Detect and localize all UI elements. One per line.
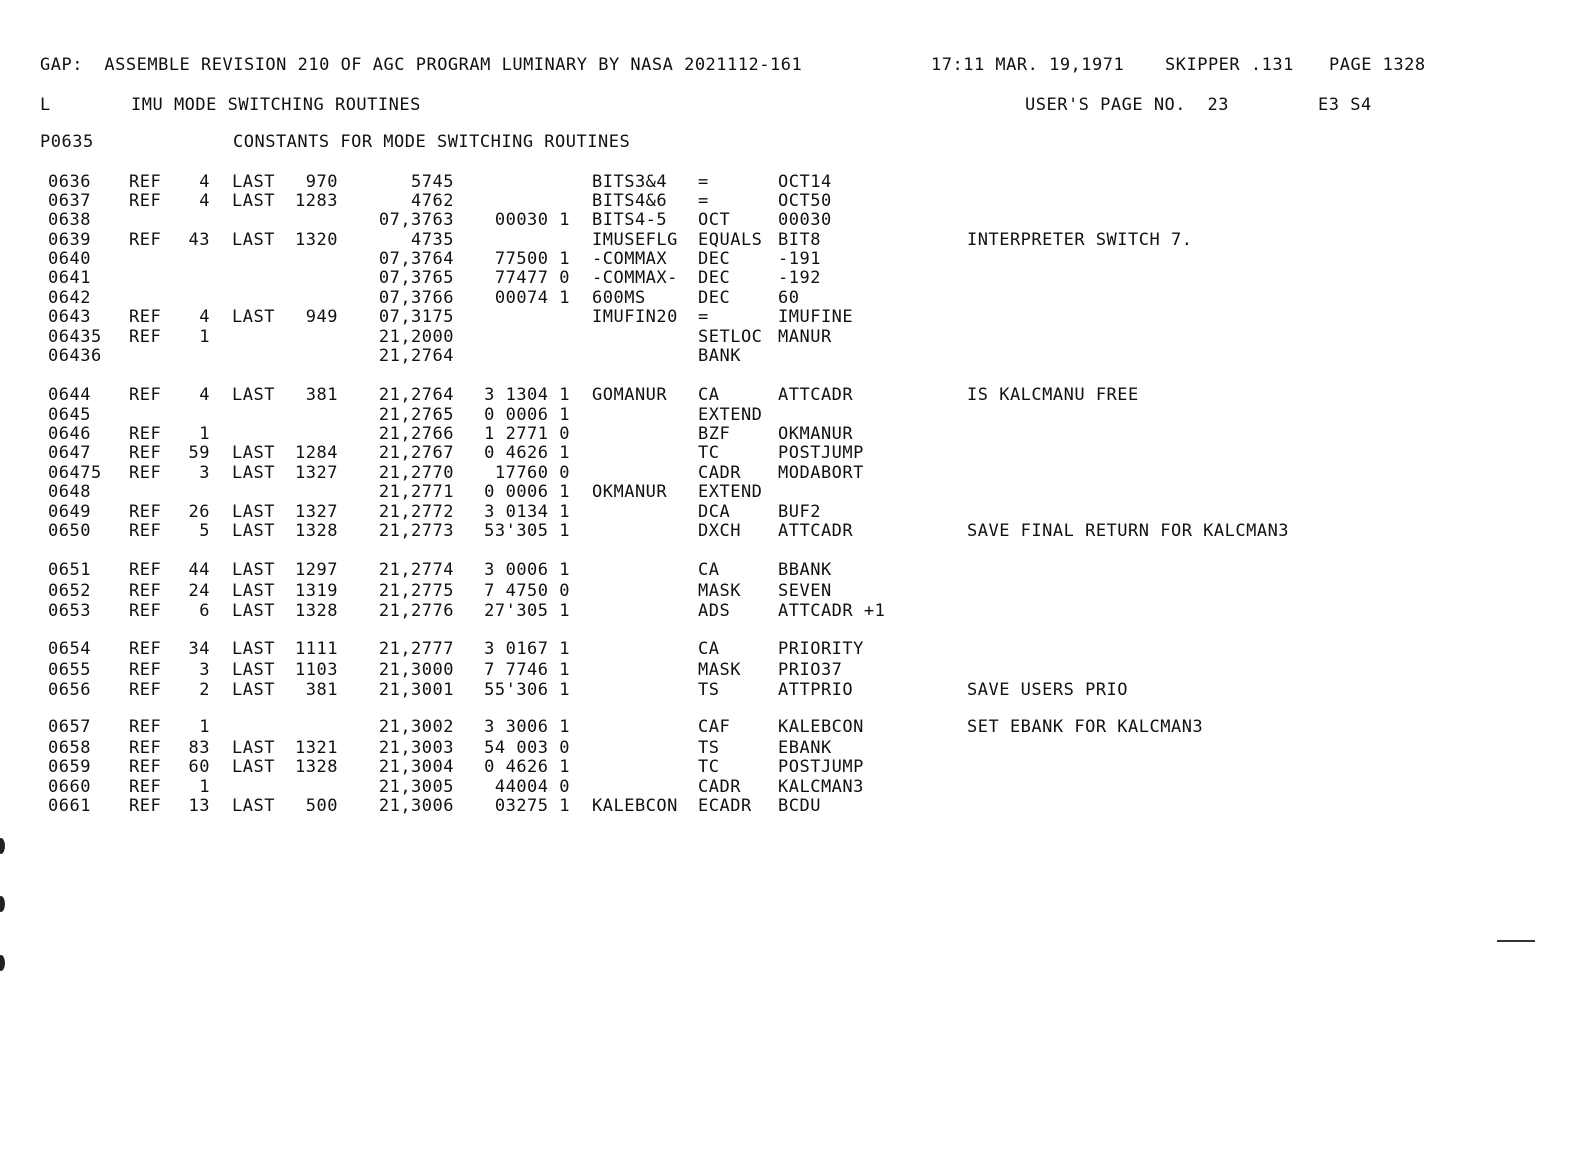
cell-label: OKMANUR — [592, 482, 668, 502]
cell-op: ECADR — [698, 796, 752, 816]
cell-seq: 0654 — [48, 639, 91, 659]
cell-cmt: SAVE USERS PRIO — [967, 680, 1129, 700]
cell-ref: REF — [129, 581, 162, 601]
cell-opnd: -192 — [778, 268, 821, 288]
cell-opnd: BCDU — [778, 796, 821, 816]
cell-ref: REF — [129, 560, 162, 580]
cell-addr: 07,3765 — [378, 268, 454, 288]
cell-last: LAST — [232, 443, 275, 463]
cell-seq: 0660 — [48, 777, 91, 797]
cell-seq: 0644 — [48, 385, 91, 405]
cell-seq: 0658 — [48, 738, 91, 758]
table-row — [0, 327, 1582, 347]
cell-op: EXTEND — [698, 482, 763, 502]
scan-artifact-dash — [1497, 940, 1535, 942]
cell-ref: REF — [129, 191, 162, 211]
cell-code: 3 0006 1 — [484, 560, 570, 580]
cell-opnd: OKMANUR — [778, 424, 854, 444]
cell-seq: 0638 — [48, 210, 91, 230]
cell-addr: 21,2764 — [378, 385, 454, 405]
cell-lastn: 1103 — [295, 660, 338, 680]
cell-ref: REF — [129, 385, 162, 405]
cell-code: 03275 1 — [494, 796, 570, 816]
cell-op: TS — [698, 738, 720, 758]
cell-last: LAST — [232, 680, 275, 700]
table-row — [0, 346, 1582, 366]
cell-code: 0 4626 1 — [484, 757, 570, 777]
table-row — [0, 268, 1582, 288]
table-row — [0, 757, 1582, 777]
cell-addr: 21,3000 — [378, 660, 454, 680]
cell-opnd: BBANK — [778, 560, 832, 580]
cell-code: 1 2771 0 — [484, 424, 570, 444]
cell-op: MASK — [698, 581, 741, 601]
block-title: CONSTANTS FOR MODE SWITCHING ROUTINES — [233, 132, 631, 152]
cell-refn: 3 — [199, 660, 210, 680]
cell-op: DEC — [698, 268, 731, 288]
cell-seq: 0636 — [48, 172, 91, 192]
cell-addr: 21,2000 — [378, 327, 454, 347]
cell-seq: 0653 — [48, 601, 91, 621]
cell-last: LAST — [232, 385, 275, 405]
cell-cmt: SET EBANK FOR KALCMAN3 — [967, 717, 1204, 737]
cell-code: 0 0006 1 — [484, 405, 570, 425]
cell-code: 77500 1 — [494, 249, 570, 269]
cell-lastn: 1111 — [295, 639, 338, 659]
cell-lastn: 1321 — [295, 738, 338, 758]
cell-code: 00074 1 — [494, 288, 570, 308]
cell-refn: 4 — [199, 191, 210, 211]
cell-op: = — [698, 191, 709, 211]
cell-lastn: 1319 — [295, 581, 338, 601]
cell-addr: 21,3003 — [378, 738, 454, 758]
cell-opnd: 00030 — [778, 210, 832, 230]
cell-code: 3 1304 1 — [484, 385, 570, 405]
cell-addr: 21,2773 — [378, 521, 454, 541]
cell-code: 3 0134 1 — [484, 502, 570, 522]
cell-last: LAST — [232, 738, 275, 758]
cell-op: ADS — [698, 601, 731, 621]
cell-addr: 07,3766 — [378, 288, 454, 308]
cell-lastn: 1327 — [295, 502, 338, 522]
cell-opnd: OCT14 — [778, 172, 832, 192]
cell-last: LAST — [232, 463, 275, 483]
cell-lastn: 1328 — [295, 757, 338, 777]
cell-opnd: BUF2 — [778, 502, 821, 522]
table-row — [0, 288, 1582, 308]
cell-code: 3 0167 1 — [484, 639, 570, 659]
cell-seq: 0637 — [48, 191, 91, 211]
cell-code: 77477 0 — [494, 268, 570, 288]
cell-lastn: 381 — [305, 385, 338, 405]
cell-refn: 43 — [188, 230, 210, 250]
cell-op: CA — [698, 385, 720, 405]
cell-lastn: 1327 — [295, 463, 338, 483]
cell-last: LAST — [232, 796, 275, 816]
cell-seq: 0655 — [48, 660, 91, 680]
cell-ref: REF — [129, 796, 162, 816]
cell-op: BANK — [698, 346, 741, 366]
table-row — [0, 249, 1582, 269]
cell-code: 0 4626 1 — [484, 443, 570, 463]
cell-code: 17760 0 — [494, 463, 570, 483]
cell-code: 27'305 1 — [484, 601, 570, 621]
cell-code: 53'305 1 — [484, 521, 570, 541]
table-row — [0, 307, 1582, 327]
cell-addr: 21,2770 — [378, 463, 454, 483]
cell-seq: 0645 — [48, 405, 91, 425]
cell-refn: 4 — [199, 172, 210, 192]
cell-opnd: OCT50 — [778, 191, 832, 211]
section-title: IMU MODE SWITCHING ROUTINES — [131, 95, 421, 115]
cell-ref: REF — [129, 777, 162, 797]
cell-addr: 4735 — [411, 230, 454, 250]
cell-seq: 0640 — [48, 249, 91, 269]
cell-seq: 0652 — [48, 581, 91, 601]
cell-refn: 5 — [199, 521, 210, 541]
cell-seq: 0650 — [48, 521, 91, 541]
cell-addr: 5745 — [411, 172, 454, 192]
table-row — [0, 230, 1582, 250]
cell-ref: REF — [129, 230, 162, 250]
cell-opnd: BIT8 — [778, 230, 821, 250]
table-row — [0, 482, 1582, 502]
cell-addr: 21,3002 — [378, 717, 454, 737]
cell-addr: 21,2777 — [378, 639, 454, 659]
cell-lastn: 381 — [305, 680, 338, 700]
cell-op: CAF — [698, 717, 731, 737]
table-row — [0, 601, 1582, 621]
table-row — [0, 660, 1582, 680]
table-row — [0, 172, 1582, 192]
cell-label: BITS4-5 — [592, 210, 668, 230]
cell-lastn: 1284 — [295, 443, 338, 463]
cell-seq: 0639 — [48, 230, 91, 250]
cell-seq: 0651 — [48, 560, 91, 580]
cell-label: BITS4&6 — [592, 191, 668, 211]
cell-code: 7 4750 0 — [484, 581, 570, 601]
listing-timestamp: 17:11 MAR. 19,1971 — [931, 55, 1125, 75]
cell-refn: 59 — [188, 443, 210, 463]
cell-opnd: SEVEN — [778, 581, 832, 601]
cell-addr: 07,3763 — [378, 210, 454, 230]
table-row — [0, 463, 1582, 483]
block-id: P0635 — [40, 132, 94, 152]
cell-ref: REF — [129, 443, 162, 463]
cell-op: = — [698, 307, 709, 327]
cell-addr: 21,2764 — [378, 346, 454, 366]
users-page-number: USER'S PAGE NO. 23 — [1025, 95, 1229, 115]
cell-refn: 60 — [188, 757, 210, 777]
cell-seq: 0657 — [48, 717, 91, 737]
cell-op: DEC — [698, 249, 731, 269]
cell-seq: 0659 — [48, 757, 91, 777]
cell-refn: 44 — [188, 560, 210, 580]
cell-opnd: ATTPRIO — [778, 680, 854, 700]
cell-seq: 0648 — [48, 482, 91, 502]
cell-opnd: IMUFINE — [778, 307, 854, 327]
cell-lastn: 1320 — [295, 230, 338, 250]
cell-ref: REF — [129, 307, 162, 327]
sheet-code: E3 S4 — [1318, 95, 1372, 115]
table-row — [0, 717, 1582, 737]
cell-addr: 21,3006 — [378, 796, 454, 816]
table-row — [0, 443, 1582, 463]
cell-opnd: KALCMAN3 — [778, 777, 864, 797]
cell-op: DXCH — [698, 521, 741, 541]
cell-addr: 07,3764 — [378, 249, 454, 269]
cell-opnd: MANUR — [778, 327, 832, 347]
cell-opnd: ATTCADR — [778, 385, 854, 405]
cell-last: LAST — [232, 521, 275, 541]
cell-ref: REF — [129, 424, 162, 444]
cell-refn: 34 — [188, 639, 210, 659]
cell-label: GOMANUR — [592, 385, 668, 405]
cell-code: 7 7746 1 — [484, 660, 570, 680]
cell-opnd: -191 — [778, 249, 821, 269]
cell-refn: 13 — [188, 796, 210, 816]
cell-opnd: ATTCADR — [778, 521, 854, 541]
table-row — [0, 521, 1582, 541]
cell-refn: 1 — [199, 424, 210, 444]
cell-lastn: 1283 — [295, 191, 338, 211]
table-row — [0, 680, 1582, 700]
cell-last: LAST — [232, 757, 275, 777]
cell-label: -COMMAX- — [592, 268, 678, 288]
cell-opnd: POSTJUMP — [778, 757, 864, 777]
cell-opnd: POSTJUMP — [778, 443, 864, 463]
cell-ref: REF — [129, 521, 162, 541]
cell-last: LAST — [232, 601, 275, 621]
cell-addr: 21,3001 — [378, 680, 454, 700]
table-row — [0, 385, 1582, 405]
cell-code: 00030 1 — [494, 210, 570, 230]
cell-code: 55'306 1 — [484, 680, 570, 700]
cell-addr: 21,2766 — [378, 424, 454, 444]
table-row — [0, 560, 1582, 580]
cell-ref: REF — [129, 327, 162, 347]
scan-hole-mark — [0, 896, 5, 912]
cell-refn: 1 — [199, 717, 210, 737]
cell-seq: 06475 — [48, 463, 102, 483]
cell-label: IMUFIN20 — [592, 307, 678, 327]
scan-hole-mark — [0, 838, 5, 854]
cell-label: IMUSEFLG — [592, 230, 678, 250]
cell-addr: 4762 — [411, 191, 454, 211]
cell-opnd: ATTCADR +1 — [778, 601, 886, 621]
cell-code: 3 3006 1 — [484, 717, 570, 737]
subheader-left-mark: L — [40, 95, 51, 115]
cell-addr: 21,2765 — [378, 405, 454, 425]
cell-op: TS — [698, 680, 720, 700]
cell-refn: 26 — [188, 502, 210, 522]
cell-addr: 21,2772 — [378, 502, 454, 522]
cell-addr: 21,2767 — [378, 443, 454, 463]
table-row — [0, 738, 1582, 758]
cell-refn: 1 — [199, 777, 210, 797]
cell-lastn: 1297 — [295, 560, 338, 580]
cell-last: LAST — [232, 191, 275, 211]
cell-label: 600MS — [592, 288, 646, 308]
cell-lastn: 1328 — [295, 521, 338, 541]
cell-seq: 0656 — [48, 680, 91, 700]
scan-hole-mark — [0, 955, 5, 971]
cell-seq: 0642 — [48, 288, 91, 308]
cell-ref: REF — [129, 757, 162, 777]
table-row — [0, 405, 1582, 425]
cell-refn: 3 — [199, 463, 210, 483]
cell-opnd: MODABORT — [778, 463, 864, 483]
cell-ref: REF — [129, 463, 162, 483]
cell-label: KALEBCON — [592, 796, 678, 816]
cell-addr: 21,2776 — [378, 601, 454, 621]
cell-lastn: 1328 — [295, 601, 338, 621]
listing-header-title: GAP: ASSEMBLE REVISION 210 OF AGC PROGRAM LUMINARY BY NASA 2021112-161 — [40, 55, 803, 75]
cell-code: 54 003 0 — [484, 738, 570, 758]
cell-refn: 6 — [199, 601, 210, 621]
cell-last: LAST — [232, 307, 275, 327]
listing-skipper: SKIPPER .131 — [1165, 55, 1294, 75]
cell-op: = — [698, 172, 709, 192]
cell-opnd: 60 — [778, 288, 800, 308]
cell-opnd: EBANK — [778, 738, 832, 758]
cell-last: LAST — [232, 172, 275, 192]
cell-refn: 83 — [188, 738, 210, 758]
cell-ref: REF — [129, 717, 162, 737]
cell-seq: 06436 — [48, 346, 102, 366]
table-row — [0, 581, 1582, 601]
cell-ref: REF — [129, 680, 162, 700]
cell-op: OCT — [698, 210, 731, 230]
cell-seq: 0649 — [48, 502, 91, 522]
cell-seq: 0647 — [48, 443, 91, 463]
cell-lastn: 949 — [305, 307, 338, 327]
cell-opnd: KALEBCON — [778, 717, 864, 737]
cell-op: CA — [698, 560, 720, 580]
cell-seq: 0661 — [48, 796, 91, 816]
cell-addr: 21,3004 — [378, 757, 454, 777]
cell-last: LAST — [232, 581, 275, 601]
cell-refn: 4 — [199, 307, 210, 327]
cell-refn: 4 — [199, 385, 210, 405]
cell-code: 44004 0 — [494, 777, 570, 797]
cell-opnd: PRIORITY — [778, 639, 864, 659]
cell-addr: 21,3005 — [378, 777, 454, 797]
cell-op: TC — [698, 757, 720, 777]
cell-ref: REF — [129, 502, 162, 522]
cell-seq: 0643 — [48, 307, 91, 327]
table-row — [0, 777, 1582, 797]
cell-op: EQUALS — [698, 230, 763, 250]
table-row — [0, 210, 1582, 230]
cell-ref: REF — [129, 738, 162, 758]
cell-opnd: PRIO37 — [778, 660, 843, 680]
table-row — [0, 639, 1582, 659]
cell-label: BITS3&4 — [592, 172, 668, 192]
cell-op: CA — [698, 639, 720, 659]
cell-last: LAST — [232, 230, 275, 250]
table-row — [0, 191, 1582, 211]
cell-ref: REF — [129, 639, 162, 659]
cell-refn: 1 — [199, 327, 210, 347]
cell-addr: 07,3175 — [378, 307, 454, 327]
cell-cmt: INTERPRETER SWITCH 7. — [967, 230, 1193, 250]
cell-cmt: IS KALCMANU FREE — [967, 385, 1139, 405]
cell-op: CADR — [698, 777, 741, 797]
cell-addr: 21,2771 — [378, 482, 454, 502]
cell-last: LAST — [232, 502, 275, 522]
cell-op: CADR — [698, 463, 741, 483]
cell-refn: 2 — [199, 680, 210, 700]
cell-seq: 06435 — [48, 327, 102, 347]
cell-op: DEC — [698, 288, 731, 308]
cell-last: LAST — [232, 560, 275, 580]
cell-code: 0 0006 1 — [484, 482, 570, 502]
cell-op: SETLOC — [698, 327, 763, 347]
cell-op: DCA — [698, 502, 731, 522]
cell-op: EXTEND — [698, 405, 763, 425]
cell-cmt: SAVE FINAL RETURN FOR KALCMAN3 — [967, 521, 1290, 541]
cell-last: LAST — [232, 660, 275, 680]
cell-refn: 24 — [188, 581, 210, 601]
cell-op: TC — [698, 443, 720, 463]
cell-lastn: 970 — [305, 172, 338, 192]
cell-addr: 21,2775 — [378, 581, 454, 601]
cell-ref: REF — [129, 660, 162, 680]
cell-ref: REF — [129, 601, 162, 621]
cell-addr: 21,2774 — [378, 560, 454, 580]
cell-last: LAST — [232, 639, 275, 659]
cell-seq: 0646 — [48, 424, 91, 444]
table-row — [0, 796, 1582, 816]
listing-page-number: PAGE 1328 — [1329, 55, 1426, 75]
table-row — [0, 502, 1582, 522]
table-row — [0, 424, 1582, 444]
cell-seq: 0641 — [48, 268, 91, 288]
cell-op: BZF — [698, 424, 731, 444]
cell-lastn: 500 — [305, 796, 338, 816]
cell-ref: REF — [129, 172, 162, 192]
cell-op: MASK — [698, 660, 741, 680]
cell-label: -COMMAX — [592, 249, 668, 269]
